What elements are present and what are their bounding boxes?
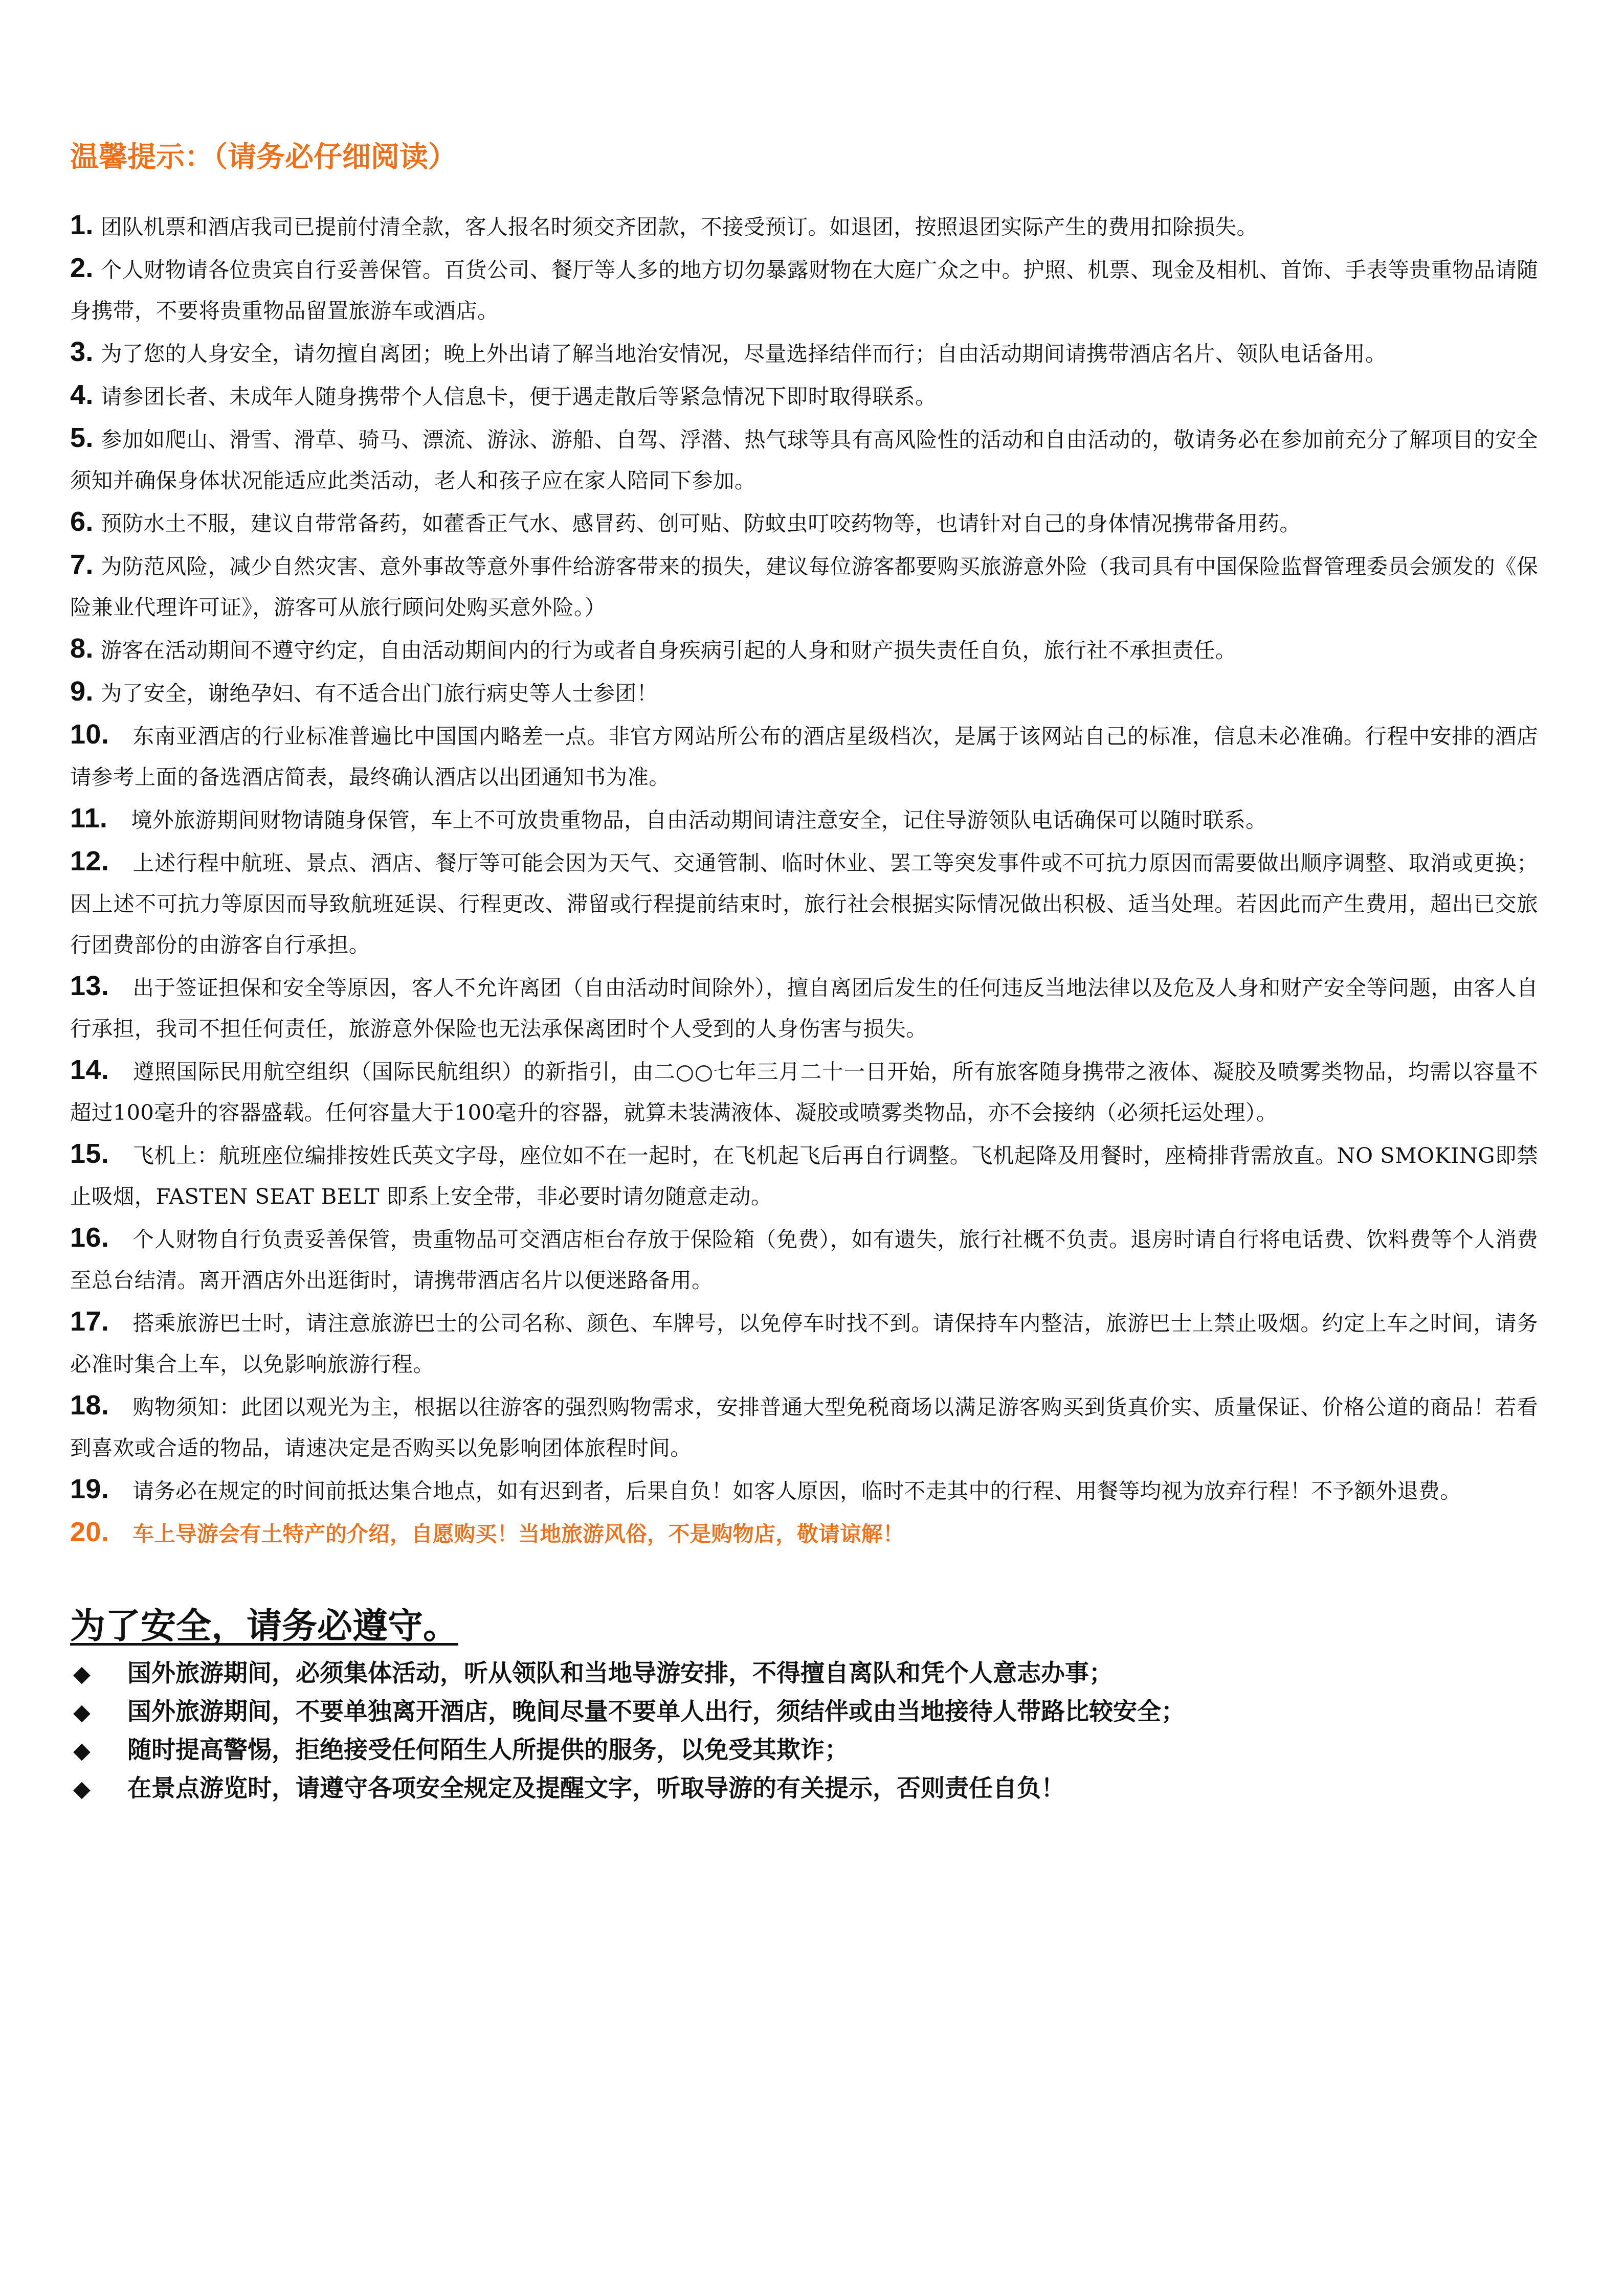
tip-text: 游客在活动期间不遵守约定，自由活动期间内的行为或者自身疾病引起的人身和财产损失责任自负，旅行社不承担责任。 [100,638,1237,663]
tip-item [70,628,1538,671]
tip-number: 10. [70,719,109,750]
tip-text: 上述行程中航班、景点、酒店、餐厅等可能会因为天气、交通管制、临时休业、罢工等突发事件或不可抗力原因而需要做出顺序调整、取消或更换；因上述不可抗力等原因而导致航班延误、行程更改、滞留或行程提前结束时，旅行社会根据实际情况做出积极、适当处理。若因此而产生费用，超出已交旅行团费部份的由游客自行承担。 [70,850,1538,957]
tip-number: 15. [70,1138,109,1169]
tip-number: 2. [70,253,94,283]
safety-item [70,1655,1538,1693]
tip-item [70,1217,1538,1301]
tip-text: 个人财物请各位贵宾自行妥善保管。百货公司、餐厅等人多的地方切勿暴露财物在大庭广众之中。护照、机票、现金及相机、首饰、手表等贵重物品请随身携带，不要将贵重物品留置旅游车或酒店。 [70,257,1538,323]
tip-number: 14. [70,1054,109,1085]
notice-title: 温馨提示：（请务必仔细阅读） [70,141,457,174]
tip-text: 境外旅游期间财物请随身保管，车上不可放贵重物品，自由活动期间请注意安全，记住导游领队电话确保可以随时联系。 [131,807,1267,832]
tip-item [70,714,1538,798]
safety-item-text: 随时提高警惕，拒绝接受任何陌生人所提供的服务，以免受其欺诈； [127,1736,849,1764]
tip-text: 请务必在规定的时间前抵达集合地点，如有迟到者，后果自负！如客人原因，临时不走其中的行程、用餐等均视为放弃行程！不予额外退费。 [132,1478,1462,1503]
tip-text: 参加如爬山、滑雪、滑草、骑马、漂流、游泳、游船、自驾、浮潜、热气球等具有高风险性的活动和自由活动的，敬请务必在参加前充分了解项目的安全须知并确保身体状况能适应此类活动，老人和孩子应在家人陪同下参加。 [70,427,1538,493]
diamond-bullet-icon: ◆ [73,1699,91,1725]
tip-number: 19. [70,1474,109,1504]
tip-number: 5. [70,422,94,453]
safety-item [70,1731,1538,1770]
tip-number: 7. [70,549,94,580]
tip-text: 遵照国际民用航空组织（国际民航组织）的新指引，由二○○七年三月二十一日开始，所有旅客随身携带之液体、凝胶及喷雾类物品，均需以容量不超过100毫升的容器盛载。任何容量大于100毫升的容器，就算未装满液体、凝胶或喷雾类物品，亦不会接纳（必须托运处理）。 [70,1059,1538,1125]
tip-number: 18. [70,1390,109,1421]
tip-text: 搭乘旅游巴士时，请注意旅游巴士的公司名称、颜色、车牌号，以免停车时找不到。请保持车内整洁，旅游巴士上禁止吸烟。约定上车之时间，请务必准时集合上车，以免影响旅游行程。 [70,1311,1538,1377]
tip-text: 预防水土不服，建议自带常备药，如藿香正气水、感冒药、创可贴、防蚊虫叮咬药物等，也请针对自己的身体情况携带备用药。 [100,511,1301,536]
diamond-bullet-icon: ◆ [73,1661,91,1687]
safety-title: 为了安全，请务必遵守。 [70,1605,458,1647]
tip-item [70,331,1538,374]
tip-item [70,671,1538,714]
safety-item-text: 国外旅游期间，不要单独离开酒店，晚间尽量不要单人出行，须结伴或由当地接待人带路比较安全； [127,1698,1185,1726]
tip-number: 20. [70,1517,109,1547]
tip-item [70,205,1538,247]
tip-text: 购物须知：此团以观光为主，根据以往游客的强烈购物需求，安排普通大型免税商场以满足游客购买到货真价实、质量保证、价格公道的商品！若看到喜欢或合适的物品，请速决定是否购买以免影响团体旅程时间。 [70,1394,1538,1460]
tip-number: 1. [70,210,94,240]
tip-text: 为了您的人身安全，请勿擅自离团；晚上外出请了解当地治安情况，尽量选择结伴而行；自由活动期间请携带酒店名片、领队电话备用。 [100,341,1387,366]
tip-text: 飞机上：航班座位编排按姓氏英文字母，座位如不在一起时，在飞机起飞后再自行调整。飞机起降及用餐时，座椅排背需放直。NO SMOKING即禁止吸烟，FASTEN SEAT BELT 即系上安全带，非必要时请勿随意走动。 [70,1143,1538,1209]
tip-number: 4. [70,379,94,410]
diamond-bullet-icon: ◆ [73,1738,91,1764]
tip-item-highlight [70,1512,1538,1555]
tip-number: 16. [70,1222,109,1253]
tip-number: 12. [70,846,109,876]
safety-item-text: 国外旅游期间，必须集体活动，听从领队和当地导游安排，不得擅自离队和凭个人意志办事； [127,1659,1113,1687]
tip-text: 请参团长者、未成年人随身携带个人信息卡，便于遇走散后等紧急情况下即时取得联系。 [100,384,937,409]
tip-item [70,1133,1538,1217]
tip-text: 出于签证担保和安全等原因，客人不允许离团（自由活动时间除外），擅自离团后发生的任何违反当地法律以及危及人身和财产安全等问题，由客人自行承担，我司不担任何责任，旅游意外保险也无法承保离团时个人受到的人身伤害与损失。 [70,975,1538,1041]
tip-item [70,965,1538,1049]
tip-text: 为了安全，谢绝孕妇、有不适合出门旅行病史等人士参团！ [100,681,658,706]
tip-item [70,841,1538,965]
tip-number: 3. [70,336,94,367]
tip-number: 6. [70,506,94,537]
safety-item [70,1770,1538,1808]
diamond-bullet-icon: ◆ [73,1776,91,1802]
tip-text: 车上导游会有土特产的介绍，自愿购买！当地旅游风俗，不是购物店，敬请谅解！ [132,1521,904,1546]
tip-text: 个人财物自行负责妥善保管，贵重物品可交酒店柜台存放于保险箱（免费），如有遗失，旅行社概不负责。退房时请自行将电话费、饮料费等个人消费至总台结清。离开酒店外出逛街时，请携带酒店名片以便迷路备用。 [70,1227,1538,1293]
tip-item [70,1301,1538,1385]
tip-text: 团队机票和酒店我司已提前付清全款，客人报名时须交齐团款，不接受预订。如退团，按照退团实际产生的费用扣除损失。 [100,214,1258,239]
tip-number: 9. [70,676,94,707]
tip-item [70,1049,1538,1133]
tip-item [70,1385,1538,1469]
safety-item-text: 在景点游览时，请遵守各项安全规定及提醒文字，听取导游的有关提示，否则责任自负！ [127,1774,1065,1803]
document-page [70,137,1538,1808]
tip-item [70,798,1538,841]
tip-item [70,374,1538,417]
tip-item [70,544,1538,628]
tips-list [70,205,1538,1555]
tip-number: 8. [70,633,94,664]
tip-number: 17. [70,1306,109,1337]
tip-item [70,501,1538,544]
safety-item [70,1693,1538,1731]
safety-list [70,1655,1538,1808]
tip-text: 为防范风险，减少自然灾害、意外事故等意外事件给游客带来的损失，建议每位游客都要购买旅游意外险（我司具有中国保险监督管理委员会颁发的《保险兼业代理许可证》，游客可从旅行顾问处购买意外险。） [70,554,1538,620]
tip-text: 东南亚酒店的行业标准普遍比中国国内略差一点。非官方网站所公布的酒店星级档次，是属于该网站自己的标准，信息未必准确。行程中安排的酒店请参考上面的备选酒店简表，最终确认酒店以出团通知书为准。 [70,724,1538,790]
tip-item [70,417,1538,501]
tip-item [70,247,1538,331]
tip-item [70,1469,1538,1512]
tip-number: 11. [70,803,108,834]
tip-number: 13. [70,971,109,1001]
